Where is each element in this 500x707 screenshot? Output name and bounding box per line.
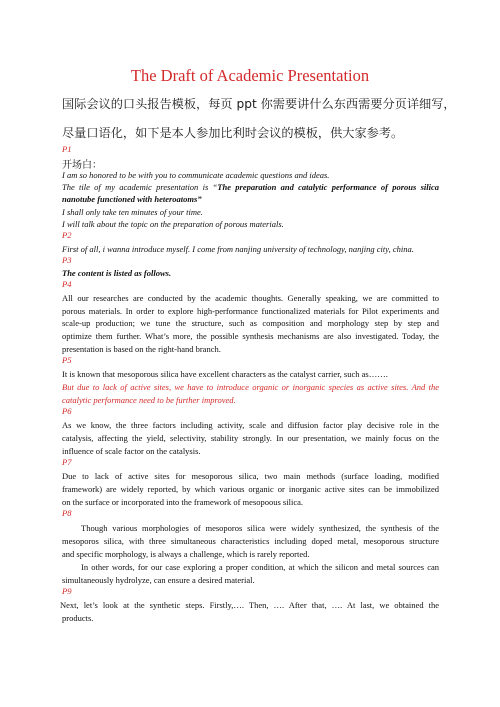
p2-line-1: First of all, i wanna introduce myself. I come from nanjing university of technology, nanjing city, china. (62, 244, 414, 254)
page-marker-p7: P7 (62, 457, 72, 467)
document-title: The Draft of Academic Presentation (130, 66, 370, 85)
presentation-title-part-1: The preparation and catalytic performance of porous silica (217, 182, 439, 192)
p4-line-2: porous materials. In order to explore high-performance functionalized materials for Pilot experiments and (62, 306, 439, 316)
p8-line-5: simultaneously hydrolyze, can ensure a desired material. (62, 575, 255, 585)
page-marker-p4: P4 (62, 279, 72, 289)
p8-line-4: In other words, for our case exploring a proper condition, at which the silicon and metal sources can (81, 562, 439, 572)
p5-line-3: catalytic performance need to be further improved. (62, 395, 236, 405)
p6-line-3: influence of scale factor on the catalysis. (62, 446, 201, 456)
p4-line-5: presentation is based on the right-hand branch. (62, 344, 221, 354)
p1-line-4: I shall only take ten minutes of your time. (62, 207, 203, 217)
p4-line-1: All our researches are conducted by the academic thoughts. Generally speaking, we are committed to (62, 293, 439, 303)
p1-line-5: I will talk about the topic on the preparation of porous materials. (62, 219, 284, 229)
p1-line-1: I am so honored to be with you to communicate academic questions and ideas. (62, 170, 330, 180)
page-marker-p6: P6 (62, 406, 72, 416)
p5-line-2: But due to lack of active sites, we have to introduce organic or inorganic species as active sites. And the (62, 382, 439, 392)
p4-line-4: optimize them further. What’s more, the possible synthesis mechanisms are also investigated. Today, the (62, 331, 439, 341)
presentation-title-part-2: nanotube functioned with heteroatoms” (62, 194, 202, 204)
intro-line-1: 国际会议的口头报告模板，每页 ppt 你需要讲什么东西需要分页详细写， (62, 97, 456, 111)
p4-line-3: scale-up production; we tune the structure, such as composition and morphology step by step and (62, 318, 439, 328)
opening-label: 开场白： (62, 160, 102, 171)
page-marker-p2: P2 (62, 230, 72, 240)
page-marker-p1: P1 (62, 144, 72, 154)
p1-line-2-prefix: The tile of my academic presentation is “ (62, 182, 218, 192)
page-marker-p5: P5 (62, 355, 72, 365)
page-marker-p8: P8 (62, 508, 72, 518)
page-marker-p3: P3 (62, 255, 72, 265)
p6-line-2: catalysis, affecting the yield, selectivity, stability strongly. In our presentation, we mainly focus on the (62, 433, 439, 443)
p7-line-2: framework) are widely reported, by which various organic or inorganic active sites can be immobilized (62, 484, 439, 494)
page-marker-p9: P9 (62, 586, 72, 596)
p5-line-1: It is known that mesoporous silica have excellent characters as the catalyst carrier, such as……. (62, 369, 388, 379)
p7-line-3: on the surface or incorporated into the framework of mesopoous silica. (62, 497, 303, 507)
p1-line-2 (62, 181, 439, 193)
p6-line-1: As we know, the three factors including activity, scale and diffusion factor play decisive role in the (62, 420, 439, 430)
p8-line-1: Though various morphologies of mesoporos silica were widely synthesized, the synthesis of the (81, 523, 439, 533)
p9-line-1: Next, let’s look at the synthetic steps. Firstly,…. Then, …. After that, …. At last, we obtained the (60, 600, 439, 610)
p8-line-2: mesoporos silica, with three simultaneous characteristics including doped metal, mesoporous structure (62, 536, 439, 546)
intro-line-2: 尽量口语化，如下是本人参加比利时会议的模板，供大家参考。 (62, 126, 404, 140)
p3-line-1: The content is listed as follows. (62, 268, 172, 278)
p8-line-3: and specific morphology, is always a challenge, which is rarely reported. (62, 549, 310, 559)
p9-line-2: products. (62, 613, 94, 623)
p7-line-1: Due to lack of active sites for mesoporous silica, two main methods (surface loading, modified (62, 471, 439, 481)
